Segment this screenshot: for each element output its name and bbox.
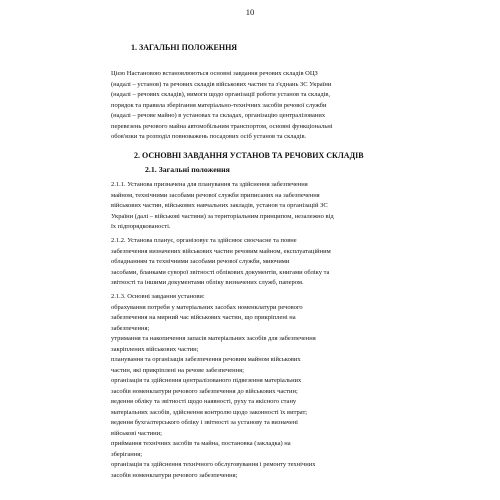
section-2-heading: 2. ОСНОВНІ ЗАВДАННЯ УСТАНОВ ТА РЕЧОВИХ СКЛАДІВ: [134, 151, 364, 160]
section-1-heading: 1. ЗАГАЛЬНІ ПОЛОЖЕННЯ: [131, 43, 238, 52]
paragraph-2-1-1: 2.1.1. Установа призначена для планування та здійснення забезпечення майном, технічними засобами речової служби приписаних на забезпечення військових частин, військових навчальних закладів, установ та організацій ЗС України (далі – військові частини) за територіальним принципом, незалежно від їх підпорядкованості.: [111, 181, 334, 230]
paragraph-2-1-2: 2.1.2. Установа планує, організовує та здійснює своєчасне та повне забезпечення визначених військових частин речовим майном, експлуатаційним обладнанням та технічними засобами речової служби, миючими засобами, бланками суворої звітності облікових документів, книгами обліку та звітності та іншими документами обліку визначених служб, папером.: [111, 237, 331, 286]
paragraph-2-1-3: 2.1.3. Основні завдання установи: обрахування потреби у матеріальних засобах номенклатури речового забезпечення на мирний час військових частин, що прикріплені на забезпечення; утримання та накопичення запасів матеріальних засобів для забезпечення закріплених військових частин; планування та організація забезпечення речовим майном військових частин, які прикріплені на речове забезпечення; організація та здійснення централізованого підвезення матеріальних засобів номенклатури речового забезпечення до військових частин; ведення обліку та звітності щодо наявності, руху та якісного стану матеріальних засобів, здійснення контролю щодо законності їх витрат; ведення бухгалтерського обліку і звітності за установу та визначені військові частини; приймання технічних засобів та майна, постановка (закладка) на зберігання; організація та здійснення технічного обслуговування і ремонту технічних засобів номенклатури речового забезпечення;: [111, 293, 316, 479]
subsection-2-1-heading: 2.1. Загальні положення: [145, 165, 230, 174]
page-number: 10: [245, 7, 255, 17]
section-1-paragraph: Цією Настановою встановлюються основні завдання речових складів ОЦЗ (надалі – установ) та речових складів військових частин та з'єднань ЗС України (надалі – речових складів), вимоги щодо організації роботи установ та складів, порядок та правила зберігання матеріально-технічних засобів речової служби (надалі – речове майно) в установах та складах, організацію централізованих перевезень речового майна автомобільним транспортом, основні функціональні обов'язки та розподіл повноважень посадових осіб установ та складів.: [111, 70, 333, 140]
